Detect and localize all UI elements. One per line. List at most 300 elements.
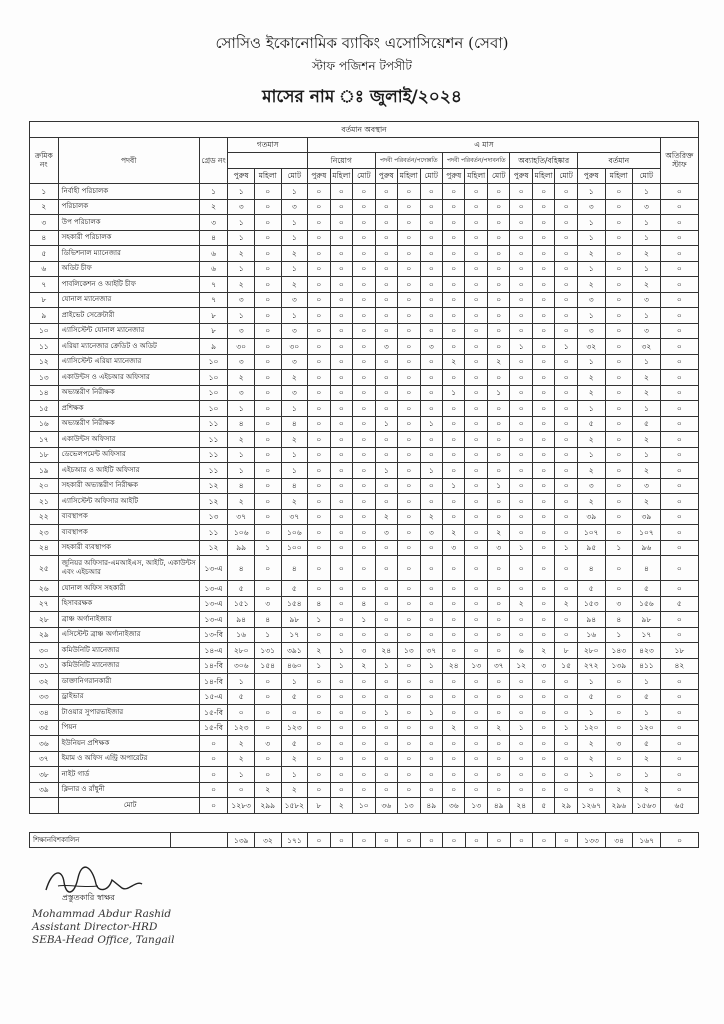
trainee-value-cell: ১৩৩ [578, 833, 606, 848]
value-cell: ০ [443, 308, 465, 324]
value-cell: ০ [353, 736, 375, 752]
grade-cell: ৮ [199, 308, 228, 324]
value-cell: ১ [228, 401, 255, 417]
table-row [30, 416, 699, 432]
value-cell: ০ [555, 323, 577, 339]
value-cell: ০ [353, 525, 375, 541]
value-cell: ৪ [353, 596, 375, 612]
value-cell: ৫ [660, 596, 698, 612]
value-cell: ৫ [228, 581, 255, 597]
table-row [30, 401, 699, 417]
male-column-header: পুরুষ [443, 168, 465, 184]
total-column-header: মোট [633, 168, 661, 184]
table-row [30, 689, 699, 705]
value-cell: ০ [353, 354, 375, 370]
value-cell: ০ [605, 556, 633, 581]
grade-cell: ০ [199, 751, 228, 767]
value-cell: ০ [605, 354, 633, 370]
value-cell: ০ [555, 478, 577, 494]
value-cell: ১ [577, 354, 605, 370]
value-cell: ০ [555, 261, 577, 277]
value-cell: ০ [330, 292, 352, 308]
value-cell: ০ [254, 494, 281, 510]
value-cell: ২৮০ [577, 643, 605, 659]
value-cell: ০ [330, 323, 352, 339]
value-cell: ০ [330, 215, 352, 231]
grade-cell: ১৫-বি [199, 705, 228, 721]
value-cell: ০ [420, 184, 442, 200]
value-cell: ১ [605, 627, 633, 643]
value-cell: ০ [487, 751, 509, 767]
trainee-value-cell: ০ [420, 833, 443, 848]
value-cell: ০ [443, 612, 465, 628]
value-cell: ০ [420, 292, 442, 308]
value-cell: ০ [375, 230, 397, 246]
value-cell: ২ [577, 751, 605, 767]
value-cell: ০ [420, 720, 442, 736]
grade-cell: ৪ [199, 230, 228, 246]
value-cell: ০ [375, 494, 397, 510]
value-cell: ১ [633, 308, 661, 324]
value-cell: ০ [443, 751, 465, 767]
serial-cell: ৩৬ [30, 736, 59, 752]
value-cell: ০ [555, 292, 577, 308]
table-row [30, 540, 699, 556]
value-cell: ১ [281, 215, 308, 231]
value-cell: ২ [420, 509, 442, 525]
value-cell: ১ [420, 416, 442, 432]
value-cell: ০ [487, 556, 509, 581]
grade-cell: ১৩-এ [199, 612, 228, 628]
value-cell: ০ [353, 478, 375, 494]
value-cell: ১ [577, 230, 605, 246]
value-cell: ৩৯ [633, 509, 661, 525]
value-cell: ০ [443, 689, 465, 705]
value-cell: ৩ [281, 385, 308, 401]
value-cell: ০ [254, 581, 281, 597]
trainee-value-cell: ১৭১ [281, 833, 308, 848]
value-cell: ০ [330, 416, 352, 432]
value-cell: ৪ [308, 596, 330, 612]
value-cell: ০ [375, 782, 397, 798]
value-cell: ০ [510, 416, 532, 432]
value-cell: ০ [420, 277, 442, 293]
value-cell: ০ [555, 767, 577, 783]
female-column-header: মহিলা [605, 168, 633, 184]
value-cell: ০ [420, 246, 442, 262]
value-cell: ১ [375, 705, 397, 721]
value-cell: ২ [487, 720, 509, 736]
value-cell: ০ [532, 782, 554, 798]
value-cell: ৩২ [633, 339, 661, 355]
value-cell: ০ [487, 292, 509, 308]
value-cell: ৩ [353, 643, 375, 659]
value-cell: ০ [420, 401, 442, 417]
serial-cell: ২২ [30, 509, 59, 525]
value-cell: ০ [353, 401, 375, 417]
value-cell: ০ [254, 705, 281, 721]
grade-cell: ০ [199, 736, 228, 752]
table-row [30, 277, 699, 293]
value-cell: ০ [375, 736, 397, 752]
value-cell: ০ [254, 277, 281, 293]
serial-cell: ১৭ [30, 432, 59, 448]
value-cell: ১ [577, 215, 605, 231]
value-cell: ০ [398, 674, 420, 690]
table-row [30, 478, 699, 494]
value-cell: ০ [443, 509, 465, 525]
value-cell: ২ [633, 494, 661, 510]
value-cell: ০ [398, 277, 420, 293]
value-cell: ০ [254, 230, 281, 246]
value-cell: ০ [510, 401, 532, 417]
value-cell: ২ [443, 525, 465, 541]
value-cell: ০ [487, 689, 509, 705]
value-cell: ০ [330, 494, 352, 510]
value-cell: ১০৭ [577, 525, 605, 541]
value-cell: ০ [443, 277, 465, 293]
value-cell: ১ [633, 261, 661, 277]
value-cell: ০ [532, 354, 554, 370]
value-cell: ০ [375, 767, 397, 783]
grade-cell: ৩ [199, 215, 228, 231]
value-cell: ০ [465, 525, 487, 541]
value-cell: ০ [660, 416, 698, 432]
serial-cell: ৬ [30, 261, 59, 277]
serial-cell: ২৮ [30, 612, 59, 628]
value-cell: ০ [375, 354, 397, 370]
value-cell: ০ [487, 401, 509, 417]
value-cell: ০ [660, 525, 698, 541]
value-cell: ১ [577, 308, 605, 324]
value-cell: ০ [465, 261, 487, 277]
value-cell: ০ [353, 323, 375, 339]
value-cell: ০ [510, 261, 532, 277]
value-cell: ০ [308, 494, 330, 510]
position-cell: সহকারী ব্যবস্থাপক [58, 540, 199, 556]
value-cell: ১ [228, 184, 255, 200]
value-cell: ০ [398, 581, 420, 597]
position-cell: সহকারী পরিচালক [58, 230, 199, 246]
value-cell: ২ [633, 246, 661, 262]
value-cell: ০ [660, 767, 698, 783]
value-cell: ০ [532, 689, 554, 705]
extra-staff-header: অতিরিক্ত স্টাফ [660, 137, 698, 184]
value-cell: ০ [254, 385, 281, 401]
value-cell: ৩ [228, 323, 255, 339]
value-cell: ৫ [281, 736, 308, 752]
value-cell: ০ [487, 199, 509, 215]
value-cell: ৪ [281, 416, 308, 432]
value-cell: ০ [375, 184, 397, 200]
value-cell: ৩ [281, 199, 308, 215]
value-cell: ১২০ [633, 720, 661, 736]
value-cell: ১৬ [228, 627, 255, 643]
value-cell: ০ [353, 385, 375, 401]
value-cell: ০ [308, 447, 330, 463]
value-cell: ০ [510, 463, 532, 479]
value-cell: ০ [398, 199, 420, 215]
value-cell: ২ [281, 494, 308, 510]
value-cell: ২ [577, 246, 605, 262]
value-cell: ০ [330, 230, 352, 246]
male-column-header: পুরুষ [308, 168, 330, 184]
grade-cell: ১১ [199, 416, 228, 432]
male-column-header: পুরুষ [228, 168, 255, 184]
table-row [30, 509, 699, 525]
value-cell: ০ [308, 385, 330, 401]
table-row [30, 432, 699, 448]
value-cell: ০ [605, 261, 633, 277]
value-cell: ২ [532, 643, 554, 659]
value-cell: ২ [254, 782, 281, 798]
value-cell: ০ [398, 494, 420, 510]
prev-month-spacer [228, 153, 308, 169]
value-cell: ০ [254, 751, 281, 767]
value-cell: ০ [510, 277, 532, 293]
value-cell: ০ [487, 339, 509, 355]
position-cell: পাবলিকেশন ও আইটি চীফ [58, 277, 199, 293]
value-cell: ০ [254, 767, 281, 783]
value-cell: ০ [532, 705, 554, 721]
value-cell: ০ [330, 525, 352, 541]
value-cell: ০ [353, 432, 375, 448]
table-row [30, 308, 699, 324]
value-cell: ০ [465, 720, 487, 736]
value-cell: ০ [353, 705, 375, 721]
value-cell: ০ [555, 246, 577, 262]
grade-cell: ১৩-এ [199, 556, 228, 581]
value-cell: ০ [398, 215, 420, 231]
value-cell: ০ [308, 416, 330, 432]
value-cell: ২ [555, 596, 577, 612]
value-cell: ৩ [633, 199, 661, 215]
value-cell: ২ [577, 432, 605, 448]
value-cell: ০ [555, 184, 577, 200]
value-cell: ০ [487, 184, 509, 200]
value-cell: ৩ [228, 292, 255, 308]
value-cell: ০ [510, 385, 532, 401]
value-cell: ০ [487, 432, 509, 448]
value-cell: ০ [254, 292, 281, 308]
value-cell: ০ [353, 370, 375, 386]
serial-cell: ১১ [30, 339, 59, 355]
value-cell: ০ [510, 627, 532, 643]
value-cell: ০ [510, 556, 532, 581]
value-cell: ০ [532, 463, 554, 479]
value-cell: ১ [443, 385, 465, 401]
value-cell: ৯৪ [228, 612, 255, 628]
position-cell: ব্রাঞ্চ অর্গানাইজার [58, 612, 199, 628]
value-cell: ১৫৩ [577, 596, 605, 612]
position-cell: এসিস্টেন্ট ব্রাঞ্চ অর্গানাইজার [58, 627, 199, 643]
value-cell: ০ [532, 401, 554, 417]
value-cell: ৫ [633, 736, 661, 752]
value-cell: ০ [353, 215, 375, 231]
value-cell: ০ [375, 401, 397, 417]
value-cell: ২ [577, 736, 605, 752]
value-cell: ০ [555, 689, 577, 705]
value-cell: ০ [443, 627, 465, 643]
value-cell: ০ [555, 525, 577, 541]
value-cell: ০ [487, 494, 509, 510]
value-cell: ০ [375, 596, 397, 612]
value-cell: ৩৯১ [281, 643, 308, 659]
value-cell: ৩ [228, 385, 255, 401]
table-row [30, 736, 699, 752]
value-cell: ০ [254, 556, 281, 581]
value-cell: ০ [398, 751, 420, 767]
value-cell: ১ [633, 401, 661, 417]
value-cell: ১ [420, 463, 442, 479]
total-value-cell: ২৯৬ [605, 798, 633, 814]
value-cell: ০ [660, 556, 698, 581]
value-cell: ৩ [605, 596, 633, 612]
value-cell: ০ [398, 432, 420, 448]
value-cell: ০ [465, 370, 487, 386]
value-cell: ৩ [577, 199, 605, 215]
value-cell: ১ [254, 540, 281, 556]
resign-header: অব্যাহতি/বহিষ্কার [510, 153, 577, 169]
value-cell: ০ [375, 292, 397, 308]
value-cell: ০ [308, 751, 330, 767]
value-cell: ০ [330, 308, 352, 324]
value-cell: ১ [577, 674, 605, 690]
position-cell: এ্যাসিস্টেন্ট অফিসার আইটি [58, 494, 199, 510]
position-cell: ড্রাইভার [58, 689, 199, 705]
value-cell: ১ [308, 658, 330, 674]
table-row [30, 720, 699, 736]
position-cell: কমিউনিটি ম্যানেজার [58, 643, 199, 659]
value-cell: ১ [577, 447, 605, 463]
value-cell: ০ [660, 308, 698, 324]
value-cell: ০ [308, 509, 330, 525]
value-cell: ০ [330, 556, 352, 581]
value-cell: ০ [353, 416, 375, 432]
serial-cell: ৩ [30, 215, 59, 231]
table-row [30, 596, 699, 612]
value-cell: ০ [532, 308, 554, 324]
serial-cell: ১০ [30, 323, 59, 339]
table-row [30, 674, 699, 690]
value-cell: ১ [577, 401, 605, 417]
position-cell: উপ পরিচালক [58, 215, 199, 231]
value-cell: ১ [228, 447, 255, 463]
value-cell: ০ [555, 705, 577, 721]
value-cell: ০ [375, 261, 397, 277]
value-cell: ০ [465, 581, 487, 597]
value-cell: ০ [330, 261, 352, 277]
value-cell: ০ [465, 354, 487, 370]
value-cell: ০ [308, 246, 330, 262]
value-cell: ০ [555, 581, 577, 597]
value-cell: ০ [487, 736, 509, 752]
value-cell: ০ [443, 643, 465, 659]
value-cell: ১ [443, 478, 465, 494]
value-cell: ১ [281, 401, 308, 417]
value-cell: ০ [398, 261, 420, 277]
value-cell: ০ [353, 720, 375, 736]
value-cell: ০ [465, 509, 487, 525]
value-cell: ০ [398, 308, 420, 324]
value-cell: ০ [465, 215, 487, 231]
value-cell: ৫ [633, 581, 661, 597]
value-cell: ০ [660, 292, 698, 308]
value-cell: ০ [330, 751, 352, 767]
value-cell: ০ [510, 215, 532, 231]
value-cell: ১০৬ [228, 525, 255, 541]
value-cell: ০ [660, 627, 698, 643]
value-cell: ০ [487, 509, 509, 525]
value-cell: ০ [375, 540, 397, 556]
value-cell: ০ [330, 612, 352, 628]
value-cell: ০ [398, 401, 420, 417]
value-cell: ০ [532, 323, 554, 339]
value-cell: ৩ [577, 323, 605, 339]
serial-cell: ২৫ [30, 556, 59, 581]
value-cell: ০ [487, 261, 509, 277]
table-row [30, 339, 699, 355]
value-cell: ০ [465, 736, 487, 752]
value-cell: ০ [605, 478, 633, 494]
value-cell: ০ [660, 478, 698, 494]
value-cell: ০ [375, 627, 397, 643]
value-cell: ০ [398, 736, 420, 752]
value-cell: ০ [465, 767, 487, 783]
grade-cell: ১৪-বি [199, 674, 228, 690]
value-cell: ০ [254, 401, 281, 417]
value-cell: ০ [660, 581, 698, 597]
value-cell: ০ [420, 478, 442, 494]
value-cell: ৫ [577, 581, 605, 597]
table-row [30, 767, 699, 783]
value-cell: ০ [465, 556, 487, 581]
serial-cell: ২৭ [30, 596, 59, 612]
value-cell: ৮ [555, 643, 577, 659]
value-cell: ০ [465, 674, 487, 690]
value-cell: ২ [443, 354, 465, 370]
value-cell: ০ [254, 184, 281, 200]
serial-cell: ১ [30, 184, 59, 200]
value-cell: ১ [633, 230, 661, 246]
value-cell: ২ [281, 782, 308, 798]
value-cell: ০ [254, 463, 281, 479]
value-cell: ০ [420, 540, 442, 556]
value-cell: ০ [353, 540, 375, 556]
value-cell: ০ [605, 767, 633, 783]
position-cell: এ্যাসিস্টেন্ট যোনাল ম্যানেজার [58, 323, 199, 339]
value-cell: ০ [555, 230, 577, 246]
table-row [30, 261, 699, 277]
value-cell: ০ [487, 370, 509, 386]
value-cell: ০ [605, 447, 633, 463]
value-cell: ০ [510, 323, 532, 339]
value-cell: ০ [375, 215, 397, 231]
position-cell: সহকারী অভ্যন্তরীণ নিরীক্ষক [58, 478, 199, 494]
value-cell: ১ [633, 215, 661, 231]
value-cell: ১ [228, 308, 255, 324]
value-cell: ২ [633, 463, 661, 479]
value-cell: ০ [660, 540, 698, 556]
value-cell: ১ [228, 261, 255, 277]
value-cell: ০ [330, 370, 352, 386]
position-cell: ব্যবস্থাপক [58, 525, 199, 541]
value-cell: ০ [465, 401, 487, 417]
trainee-value-cell: ০ [555, 833, 578, 848]
value-cell: ০ [375, 447, 397, 463]
value-cell: ৯৫ [577, 540, 605, 556]
value-cell: ০ [510, 525, 532, 541]
